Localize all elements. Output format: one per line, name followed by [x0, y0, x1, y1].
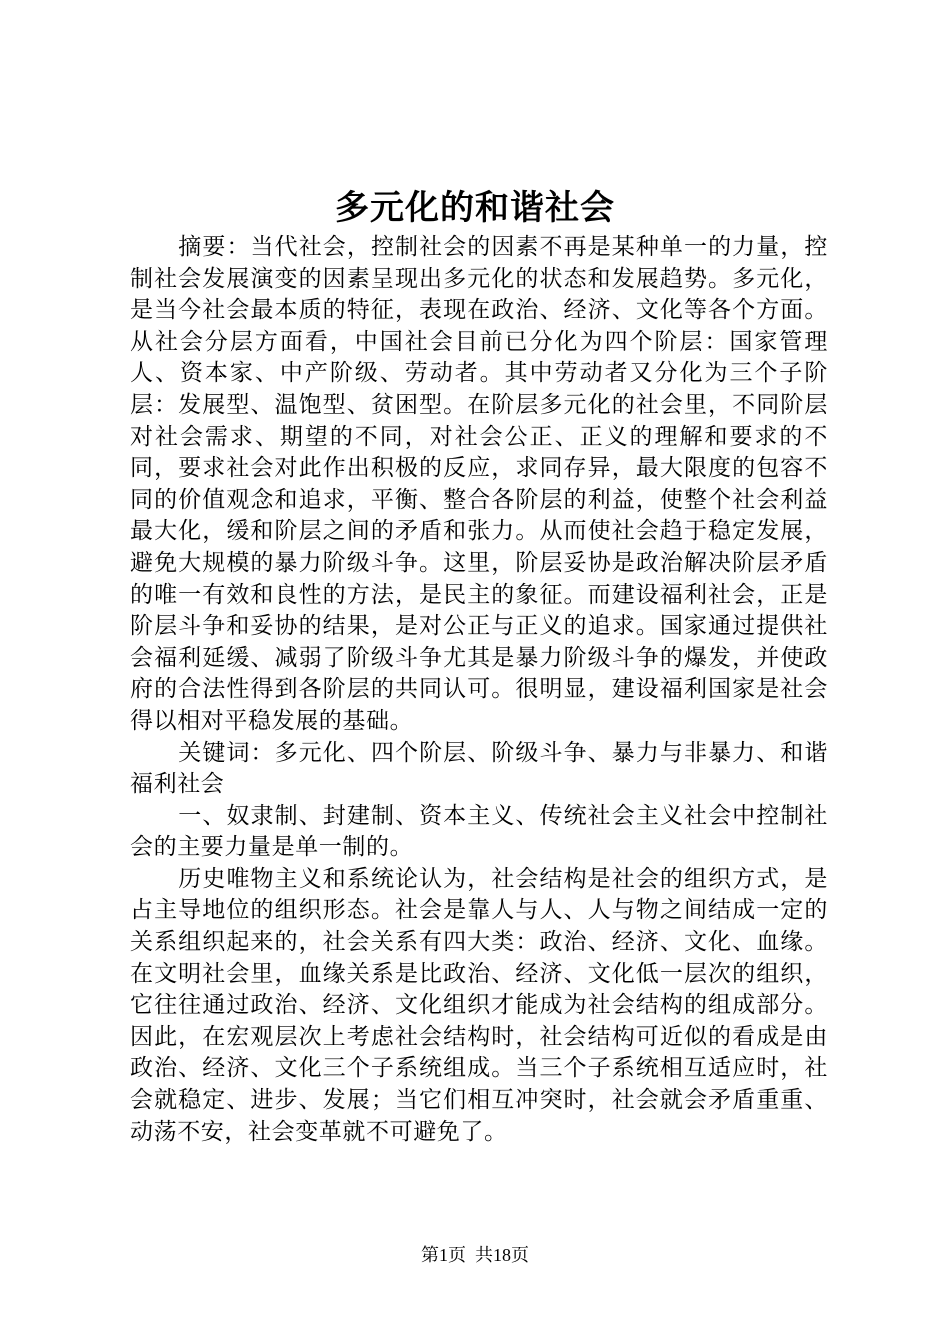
keywords-paragraph: 关键词：多元化、四个阶层、阶级斗争、暴力与非暴力、和谐福利社会 — [130, 739, 828, 798]
page-footer — [0, 1243, 950, 1267]
document-body — [130, 232, 828, 1148]
document-title: 多元化的和谐社会 — [335, 188, 615, 228]
page-number: 第1页 — [421, 1245, 466, 1265]
page-total: 共18页 — [475, 1245, 529, 1265]
abstract-paragraph: 摘要：当代社会，控制社会的因素不再是某种单一的力量，控制社会发展演变的因素呈现出多元化的状态和发展趋势。多元化，是当今社会最本质的特征，表现在政治、经济、文化等各个方面。从社会分层方面看，中国社会目前已分化为四个阶层：国家管理人、资本家、中产阶级、劳动者。其中劳动者又分化为三个子阶层：发展型、温饱型、贫困型。在阶层多元化的社会里，不同阶层对社会需求、期望的不同，对社会公正、正义的理解和要求的不同，要求社会对此作出积极的反应，求同存异，最大限度的包容不同的价值观念和追求，平衡、整合各阶层的利益，使整个社会利益最大化，缓和阶层之间的矛盾和张力。从而使社会趋于稳定发展，避免大规模的暴力阶级斗争。这里，阶层妥协是政治解决阶层矛盾的唯一有效和良性的方法，是民主的象征。而建设福利社会，正是阶层斗争和妥协的结果，是对公正与正义的追求。国家通过提供社会福利延缓、减弱了阶级斗争尤其是暴力阶级斗争的爆发，并使政府的合法性得到各阶层的共同认可。很明显，建设福利国家是社会得以相对平稳发展的基础。 — [130, 234, 828, 734]
body-paragraph: 历史唯物主义和系统论认为，社会结构是社会的组织方式，是占主导地位的组织形态。社会是靠人与人、人与物之间结成一定的关系组织起来的，社会关系有四大类：政治、经济、文化、血缘。在文明社会里，血缘关系是比政治、经济、文化低一层次的组织，它往往通过政治、经济、文化组织才能成为社会结构的组成部分。因此，在宏观层次上考虑社会结构时，社会结构可近似的看成是由政治、经济、文化三个子系统组成。当三个子系统相互适应时，社会就稳定、进步、发展；当它们相互冲突时，社会就会矛盾重重、动荡不安，社会变革就不可避免了。 — [130, 865, 828, 1145]
section-heading-paragraph: 一、奴隶制、封建制、资本主义、传统社会主义社会中控制社会的主要力量是单一制的。 — [130, 802, 828, 861]
